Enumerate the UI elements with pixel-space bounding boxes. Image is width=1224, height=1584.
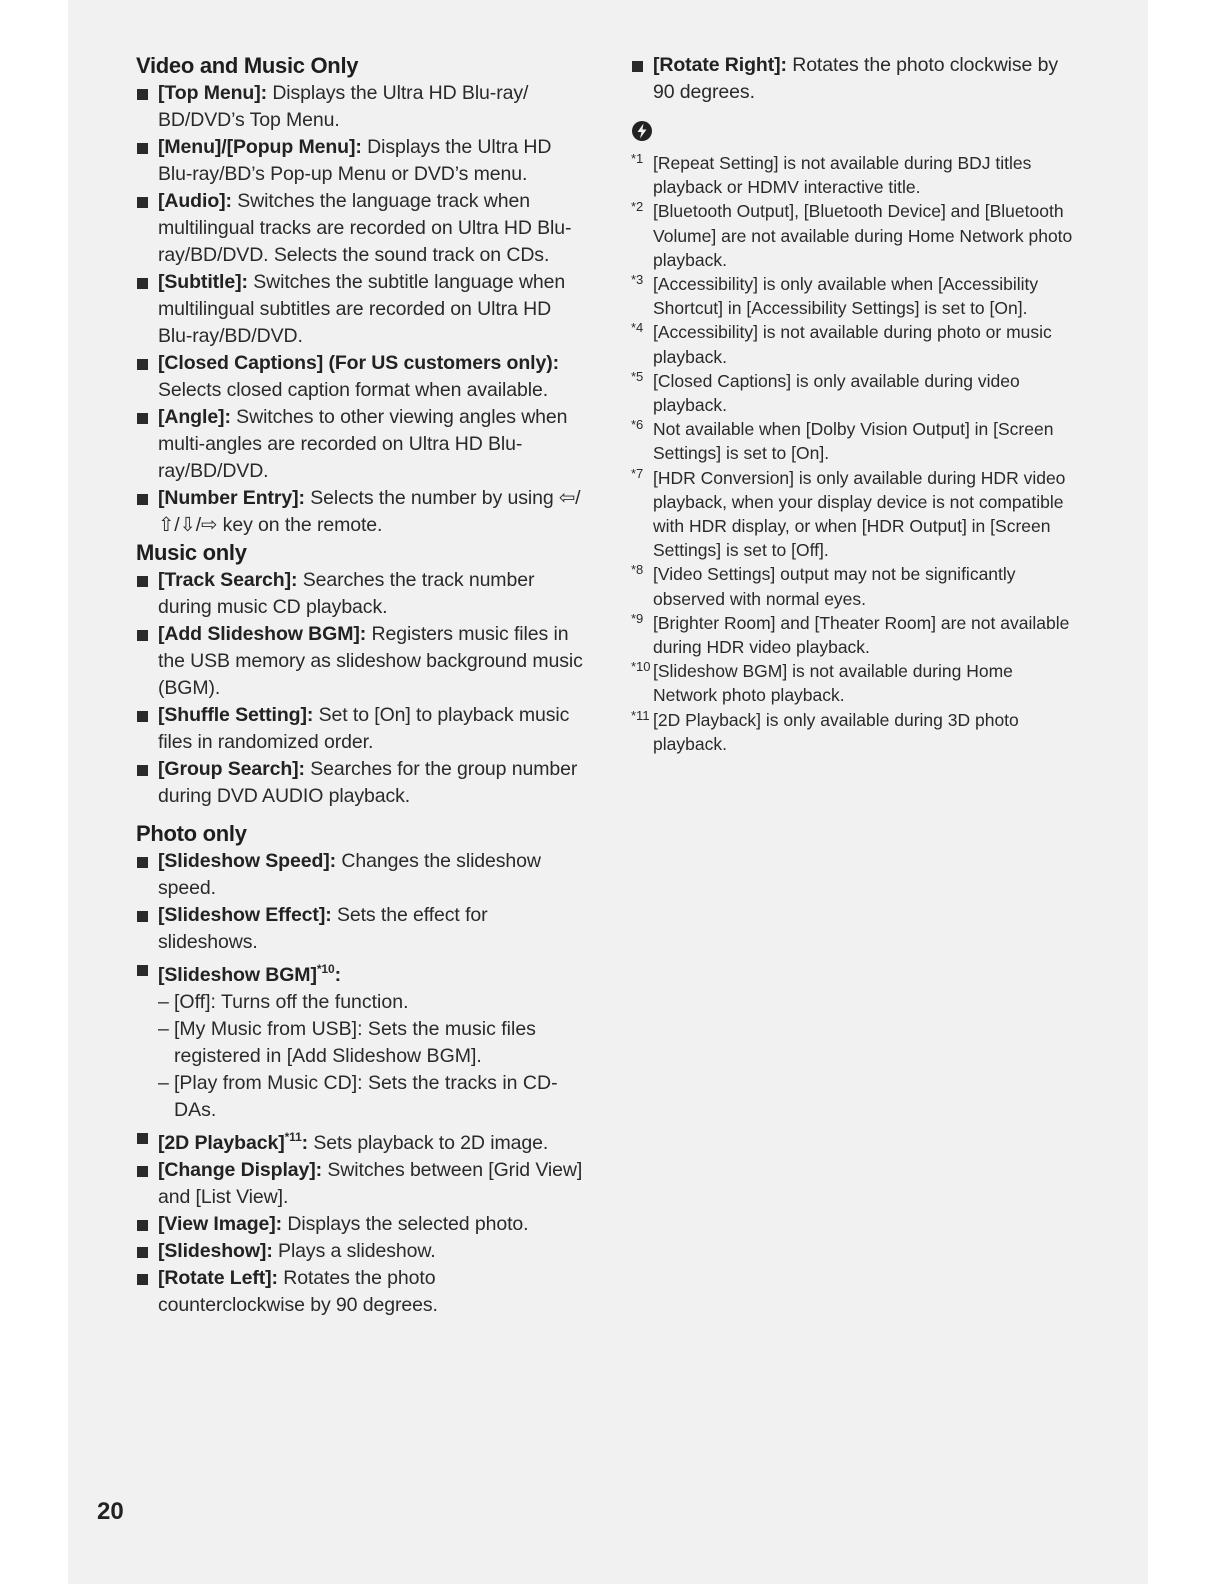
list-item [136,1211,586,1238]
item-text: Registers music files in the USB memory as slideshow background music (BGM). [158,623,583,699]
item-label: [Rotate Right]: [653,54,787,76]
item-text: Switches between [Grid View] and [List View]. [158,1159,583,1208]
footnote-mark: *3 [631,272,644,288]
notes-icon [631,120,653,142]
footnote-mark: *1 [631,151,644,166]
footnote-mark: *2 [631,199,644,215]
bullet-square-icon [137,765,148,776]
footnote-mark: *10 [631,659,651,675]
item-label: [Slideshow Effect]: [158,904,332,926]
item-label: [Shuffle Setting]: [158,704,314,726]
bullet-square-icon [137,1133,148,1144]
footnote-mark: *4 [631,320,644,336]
list-item [136,1157,586,1211]
item-text: Plays a slideshow. [272,1240,436,1262]
item-label: [Subtitle]: [158,271,248,293]
footnote: *4 [Accessibility] is not available during photo or music playback. [631,320,1081,368]
item-label: [Add Slideshow BGM]: [158,623,367,645]
sub-item: – [Play from Music CD]: Sets the tracks in CD-DAs. [158,1072,558,1121]
item-label: [Slideshow BGM] [158,964,317,986]
item-label: [Change Display]: [158,1159,323,1181]
item-label: [2D Playback] [158,1132,285,1154]
item-text: Rotates the photo clockwise by 90 degrees. [653,54,1059,103]
item-label: [Number Entry]: [158,487,305,509]
list-item [136,485,586,539]
list-item [136,404,586,485]
right-column [631,52,1081,756]
bullet-square-icon [137,857,148,868]
bullet-square-icon [137,1274,148,1285]
footnote: *5 [Closed Captions] is only available during video playback. [631,369,1081,417]
list-item [136,134,586,188]
item-label: [Slideshow]: [158,1240,273,1262]
bullet-square-icon [137,494,148,505]
item-text: Switches to other viewing angles when multi-angles are recorded on Ultra HD Blu-ray/BD/DVD. [158,406,568,482]
footnote-mark: *11 [631,707,650,723]
bullet-square-icon [137,576,148,587]
list-item [136,902,586,956]
footnote: *3 [Accessibility] is only available when [Accessibility Shortcut] in [Accessibility Settings] is set to [On]. [631,272,1081,320]
footnote-mark: *6 [631,417,644,433]
list-item-slideshow-bgm [136,956,586,989]
item-text: Sets the effect for slideshows. [158,904,488,953]
footnote-ref: *10 [316,962,335,976]
page-number: 20 [97,1498,124,1525]
list-item-2d-playback [136,1124,586,1157]
bullet-square-icon [137,1166,148,1177]
list-item [136,188,586,269]
footnote: *1 [Repeat Setting] is not available during BDJ titles playback or HDMV interactive title. [631,151,1081,199]
footnote: *6 Not available when [Dolby Vision Output] in [Screen Settings] is set to [On]. [631,417,1081,465]
bullet-square-icon [137,197,148,208]
item-text: Displays the Ultra HD Blu-ray/ BD/DVD’s Top Menu. [158,82,529,131]
bullet-square-icon [137,278,148,289]
bullet-square-icon [137,965,148,976]
bullet-square-icon [137,89,148,100]
footnote: *7 [HDR Conversion] is only available during HDR video playback, when your display device is not compatible with HDR display, or when [HDR Output] in [Screen Settings] is set to [Off]. [631,466,1081,563]
footnote-mark: *7 [631,465,644,481]
item-label: [Top Menu]: [158,82,267,104]
footnote: *8 [Video Settings] output may not be significantly observed with normal eyes. [631,562,1081,610]
bullet-square-icon [137,143,148,154]
item-text: Switches the subtitle language when multilingual subtitles are recorded on Ultra HD Blu-ray/BD/DVD. [158,271,566,347]
bullet-square-icon [137,711,148,722]
item-text: Set to [On] to playback music files in randomized order. [158,704,570,753]
list-item [136,269,586,350]
bullet-square-icon [137,1220,148,1231]
item-text: Selects the number by using ⇦/⇧/⇩/⇨ key on the remote. [158,487,581,536]
list-item [136,567,586,621]
bullet-square-icon [632,61,643,72]
item-text: Searches for the group number during DVD AUDIO playback. [158,758,578,807]
item-text: Searches the track number during music CD playback. [158,569,535,618]
item-label: [Slideshow Speed]: [158,850,337,872]
item-label: [Group Search]: [158,758,305,780]
list-item [136,702,586,756]
bullet-square-icon [137,911,148,922]
item-colon: : [301,1132,309,1154]
list-item-rotate-right [631,52,1081,106]
list-item [136,1238,586,1265]
list-item [136,848,586,902]
footnote: *11 [2D Playback] is only available during 3D photo playback. [631,708,1081,756]
bullet-square-icon [137,1247,148,1258]
item-label: [Menu]/[Popup Menu]: [158,136,362,158]
list-item [136,756,586,810]
footnote: *9 [Brighter Room] and [Theater Room] are not available during HDR video playback. [631,611,1081,659]
footnote-mark: *9 [631,610,644,626]
footnote: *2 [Bluetooth Output], [Bluetooth Device] and [Bluetooth Volume] are not available during Home Network photo playback. [631,199,1081,272]
section-heading-music-only: Music only [136,540,247,565]
bullet-square-icon [137,413,148,424]
item-text: Displays the selected photo. [282,1213,529,1235]
item-label: [View Image]: [158,1213,283,1235]
section-heading-video-music: Video and Music Only [136,53,359,78]
item-label: [Track Search]: [158,569,298,591]
item-text: Displays the Ultra HD Blu-ray/BD’s Pop-up Menu or DVD’s menu. [158,136,552,185]
sub-item: – [Off]: Turns off the function. [158,991,409,1013]
bullet-square-icon [137,630,148,641]
item-text: Switches the language track when multilingual tracks are recorded on Ultra HD Blu-ray/BD/DVD. Selects the sound track on CDs. [158,190,572,266]
item-label: [Closed Captions] (For US customers only): [158,352,559,374]
item-text: Rotates the photo counterclockwise by 90 degrees. [158,1267,438,1316]
list-item [136,350,586,404]
left-column [136,52,586,1319]
item-label: [Angle]: [158,406,231,428]
item-text: Selects closed caption format when available. [158,379,549,401]
list-item [136,1265,586,1319]
item-colon: : [334,964,341,986]
list-item [136,621,586,702]
sub-item: – [My Music from USB]: Sets the music files registered in [Add Slideshow BGM]. [158,1018,536,1067]
item-label: [Audio]: [158,190,232,212]
bullet-square-icon [137,359,148,370]
item-label: [Rotate Left]: [158,1267,278,1289]
footnote-mark: *8 [631,562,644,578]
section-heading-photo-only: Photo only [136,821,247,846]
list-item [136,80,586,134]
item-text: Sets playback to 2D image. [308,1132,549,1154]
item-text: Changes the slideshow speed. [158,850,541,899]
footnote-mark: *5 [631,368,644,384]
footnote: *10 [Slideshow BGM] is not available during Home Network photo playback. [631,659,1081,707]
footnote-ref: *11 [284,1130,302,1144]
